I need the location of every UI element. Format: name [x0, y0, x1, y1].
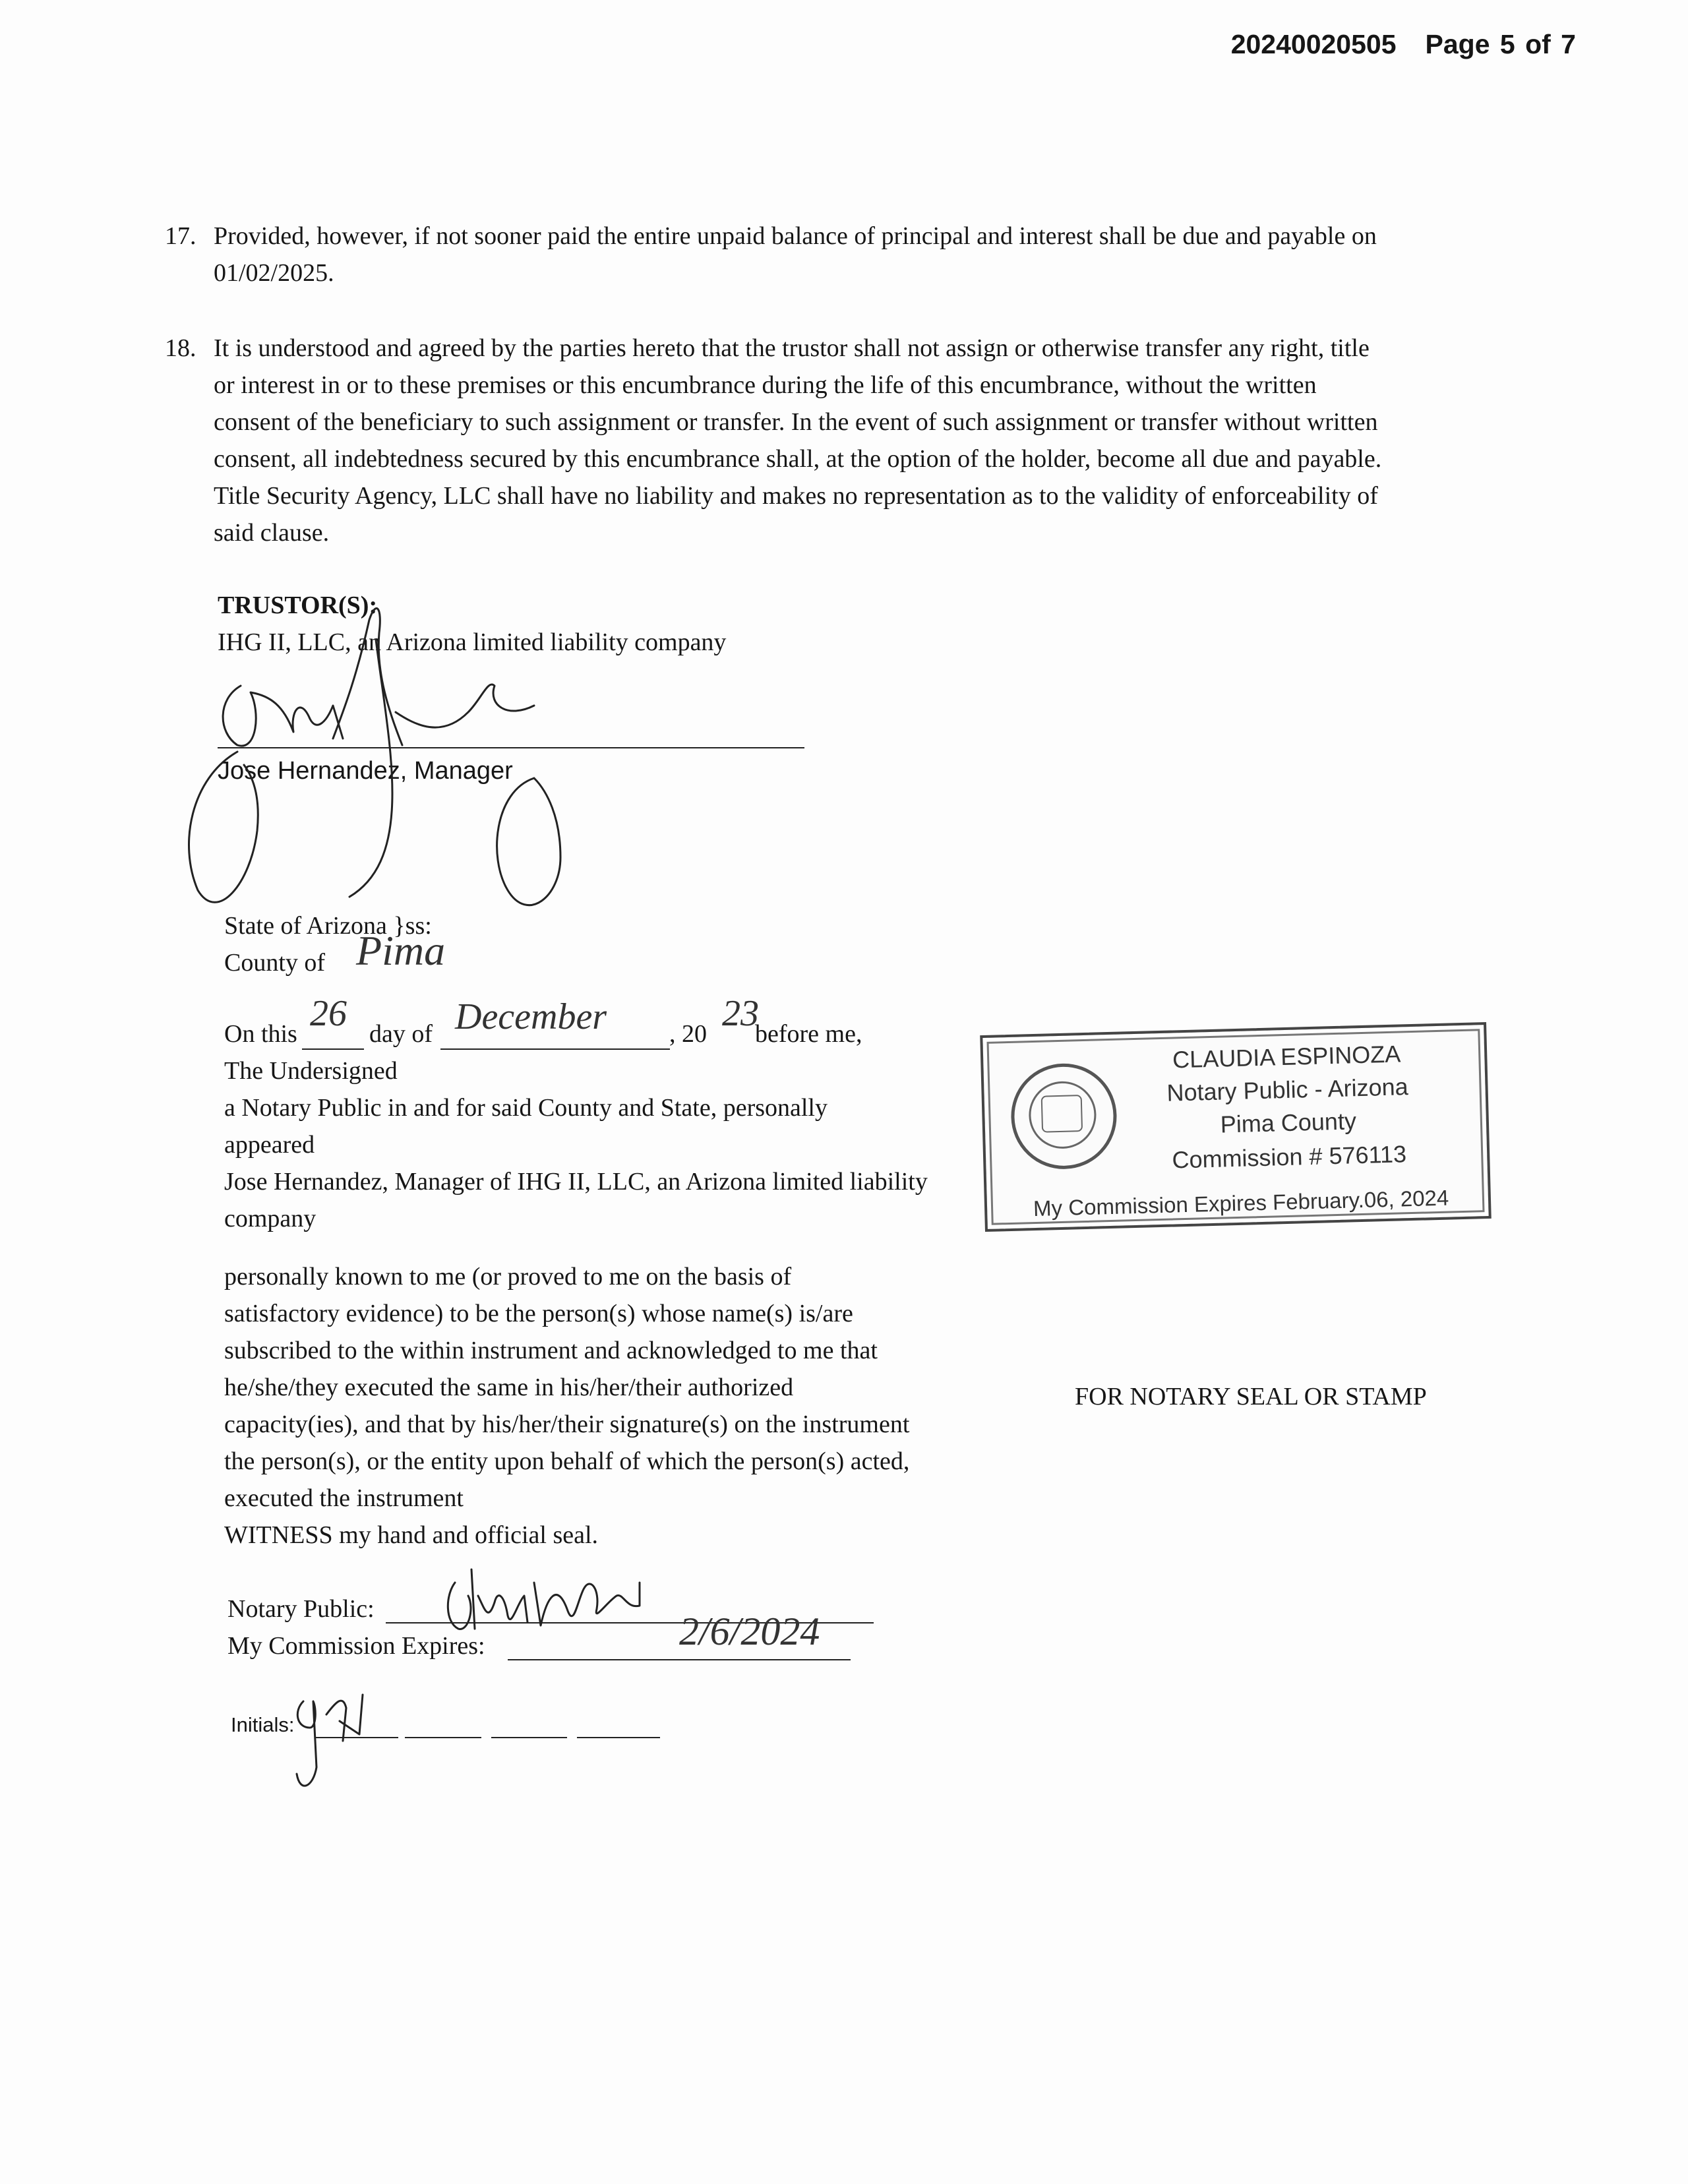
ack-body-line: he/she/they executed the same in his/her/their authorized [224, 1374, 794, 1401]
stamp-title: Notary Public - Arizona [1166, 1073, 1409, 1107]
state-line: State of Arizona }ss: [224, 912, 432, 940]
expires-handwritten: 2/6/2024 [679, 1610, 820, 1653]
month-handwritten: December [455, 996, 607, 1037]
year-handwritten: 23 [722, 993, 759, 1034]
signer-name: Jose Hernandez, Manager [218, 757, 513, 785]
state-seal-icon [1010, 1062, 1118, 1170]
notary-stamp [980, 1022, 1492, 1232]
year-prefix: , 20 [669, 1020, 707, 1048]
clause-line: consent, all indebtedness secured by this encumbrance shall, at the option of the holder, become all due and payable. [214, 445, 1382, 473]
seal-caption: FOR NOTARY SEAL OR STAMP [1075, 1383, 1427, 1410]
ack-body-line: capacity(ies), and that by his/her/their signature(s) on the instrument [224, 1410, 910, 1438]
notary-public-label: Notary Public: [227, 1595, 375, 1623]
ack-line: a Notary Public in and for said County and State, personally [224, 1094, 828, 1122]
clause-line: Title Security Agency, LLC shall have no liability and makes no representation as to the validity of enforceability of [214, 482, 1378, 510]
stamp-commission: Commission # 576113 [1171, 1140, 1407, 1174]
trustor-company: IHG II, LLC, an Arizona limited liability company [218, 628, 727, 656]
ack-line: appeared [224, 1131, 315, 1159]
clause-line: or interest in or to these premises or this encumbrance during the life of this encumbrance, without the written [214, 371, 1317, 399]
initials-line-3 [491, 1737, 567, 1738]
ack-line: company [224, 1205, 316, 1232]
clause-number: 18. [165, 334, 196, 362]
initials-line-2 [405, 1737, 481, 1738]
document-number: 20240020505 [1230, 29, 1397, 59]
stamp-expires: My Commission Expires February.06, 2024 [1033, 1185, 1449, 1221]
ack-body-line: personally known to me (or proved to me on the basis of [224, 1263, 792, 1290]
ack-line: Jose Hernandez, Manager of IHG II, LLC, an Arizona limited liability [224, 1168, 928, 1196]
before-me-label: before me, [755, 1020, 862, 1048]
county-label: County of [224, 949, 326, 977]
initials-signature [290, 1682, 369, 1800]
clause-line: consent of the beneficiary to such assignment or transfer. In the event of such assignment or transfer without written [214, 408, 1378, 436]
commission-expires-label: My Commission Expires: [227, 1632, 485, 1660]
stamp-county: Pima County [1220, 1107, 1357, 1138]
clause-line: Provided, however, if not sooner paid the entire unpaid balance of principal and interest shall be due and payable on [214, 222, 1377, 250]
clause-line: 01/02/2025. [214, 259, 334, 287]
commission-expires-line [508, 1659, 851, 1660]
clause-number: 17. [165, 222, 196, 250]
ack-line: The Undersigned [224, 1057, 398, 1085]
initials-label: Initials: [231, 1713, 295, 1736]
trustor-signature [178, 580, 574, 923]
month-line [440, 1048, 670, 1050]
ack-body-line: subscribed to the within instrument and acknowledged to me that [224, 1337, 878, 1364]
stamp-notary-name: CLAUDIA ESPINOZA [1172, 1040, 1401, 1074]
clause-line: It is understood and agreed by the parties hereto that the trustor shall not assign or otherwise transfer any right, title [214, 334, 1370, 362]
page-header [1202, 29, 1576, 60]
day-handwritten: 26 [310, 993, 347, 1034]
day-line [302, 1048, 364, 1050]
trustor-heading: TRUSTOR(S): [218, 592, 378, 619]
initials-line-4 [577, 1737, 660, 1738]
ack-body-line: WITNESS my hand and official seal. [224, 1521, 599, 1549]
notary-signature [442, 1556, 706, 1642]
ack-body-line: the person(s), or the entity upon behalf of which the person(s) acted, [224, 1447, 910, 1475]
ack-body-line: executed the instrument [224, 1484, 464, 1512]
ack-body-line: satisfactory evidence) to be the person(s) whose name(s) is/are [224, 1300, 853, 1327]
county-handwritten: Pima [356, 927, 446, 974]
day-of-label: day of [369, 1020, 433, 1048]
clause-line: said clause. [214, 519, 330, 547]
on-this-label: On this [224, 1020, 297, 1048]
page-indicator: Page 5 of 7 [1425, 29, 1576, 59]
